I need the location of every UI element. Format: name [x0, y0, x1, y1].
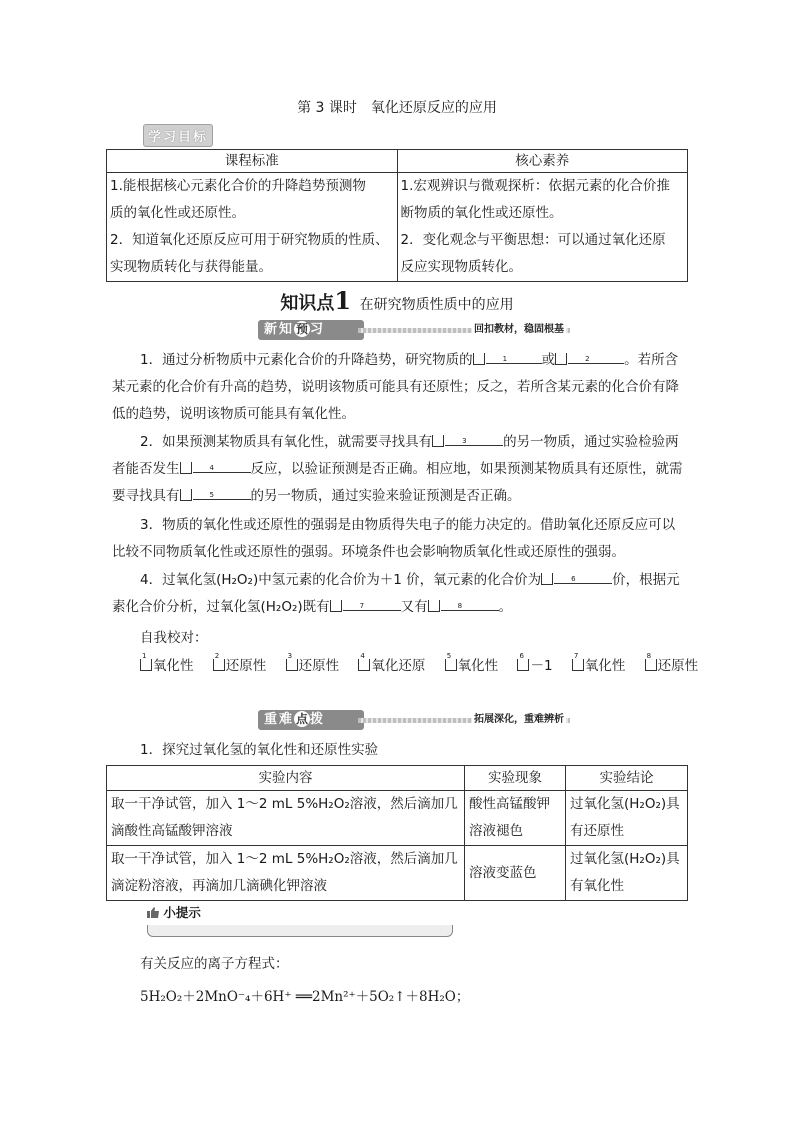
tip-box — [147, 903, 453, 938]
paragraph-2: 2．如果预测某物质具有氧化性，就需要寻找具有 3 的另一物质，通过实验检验两者能否发生 4 反应，以验证预测是否正确。相应地，如果预测某物质具有还原性，就需要寻找具有 5 的另一物质，通过实验来验证预测是否正确。 — [112, 429, 684, 510]
exp-content-cell: 取一干净试管，加入 1～2 mL 5%H₂O₂溶液，然后滴加几 滴淀粉溶液，再滴加几滴碘化钾溶液 — [107, 846, 465, 901]
answer-item: 3 还原性 — [287, 652, 340, 674]
exp-header-content: 实验内容 — [107, 766, 465, 791]
experiment-table — [106, 765, 688, 901]
goals-standard-line: 实现物质转化与获得能量。 — [110, 259, 272, 275]
knowledge-point-label: 知识点1 — [280, 286, 352, 315]
section-bar-label: 新知 预 习 — [258, 320, 364, 340]
section-bar-preview — [258, 320, 570, 342]
paragraph-3: 3．物质的氧化性或还原性的强弱是由物质得失电子的能力决定的。借助氧化还原反应可以比较不同物质氧化性或还原性的强弱。环境条件也会影响物质氧化性或还原性的强弱。 — [112, 517, 676, 560]
answer-box: 7 — [330, 600, 342, 612]
goals-literacy-line: 断物质的氧化性或还原性。 — [400, 205, 563, 221]
answer-box: 6 — [541, 573, 553, 585]
goals-table — [106, 149, 688, 282]
section-bar-tagline: 拓展深化，重难辨析 — [472, 710, 566, 730]
answer-box: 8 — [428, 600, 440, 612]
exp-phenomenon-cell: 溶液变蓝色 — [465, 846, 566, 901]
answer-item: 5 氧化性 — [446, 652, 499, 674]
ionic-equation: 5H₂O₂＋2MnO⁻₄＋6H⁺ ══2Mn²⁺＋5O₂↑＋8H₂O； — [140, 989, 470, 1005]
learning-goals-badge: 学习目标 — [143, 124, 213, 147]
goals-literacy-line: 1.宏观辨识与微观探析：依据元素的化合价推 — [400, 178, 670, 194]
goals-literacy-line: 2．变化观念与平衡思想：可以通过氧化还原 — [400, 232, 666, 248]
answer-item: 6 －1 — [519, 652, 553, 674]
answer-box: 4 — [180, 462, 192, 474]
answer-box: 5 — [180, 489, 192, 501]
goals-literacy-line: 反应实现物质转化。 — [400, 259, 522, 275]
knowledge-point-subtitle: 在研究物质性质中的应用 — [359, 297, 514, 313]
thumbs-up-icon — [147, 907, 159, 918]
section-bar-key-points — [258, 710, 570, 732]
goals-header-standard: 课程标准 — [107, 150, 398, 173]
answer-box: 3 — [432, 435, 444, 447]
knowledge-point-heading — [106, 286, 688, 315]
goals-header-literacy: 核心素养 — [397, 150, 688, 173]
answer-item: 4 氧化还原 — [360, 652, 426, 674]
lesson-title: 第 3 课时 氧化还原反应的应用 — [297, 100, 497, 116]
paragraph-4: 4．过氧化氢(H₂O₂)中氢元素的化合价为＋1 价，氧元素的化合价为 6 价，根据元素化合价分析，过氧化氢(H₂O₂)既有 7 又有 8 。 — [112, 567, 684, 621]
exp-content-cell: 取一干净试管，加入 1～2 mL 5%H₂O₂溶液，然后滴加几 滴酸性高锰酸钾溶液 — [107, 791, 465, 846]
goals-standard-line: 质的氧化性或还原性。 — [110, 205, 245, 221]
tip-label: 小提示 — [147, 905, 201, 920]
goals-standard-line: 1.能根据核心元素化合价的升降趋势预测物 — [110, 178, 366, 194]
section-bar-tagline: 回扣教材，稳固根基 — [472, 320, 566, 340]
answer-item: 8 还原性 — [646, 652, 699, 674]
table-row — [107, 791, 688, 846]
section-bar-label: 重难 点 拨 — [258, 710, 364, 730]
answer-box: 1 — [473, 353, 485, 365]
answer-item: 1 氧化性 — [142, 652, 194, 674]
exp-conclusion-cell: 过氧化氢(H₂O₂)具 有氧化性 — [566, 846, 688, 901]
answer-item: 2 还原性 — [214, 652, 267, 674]
experiment-title: 1．探究过氧化氢的氧化性和还原性实验 — [140, 742, 379, 758]
paragraph-1: 1．通过分析物质中元素化合价的升降趋势，研究物质的 1 或 2 。若所含某元素的化合价有升高的趋势，说明该物质可能具有还原性；反之，若所含某元素的化合价有降低的趋势，说明该物质可能具有氧化性。 — [112, 347, 684, 428]
ionic-equation-label: 有关反应的离子方程式： — [140, 956, 289, 972]
goals-literacy-cell — [397, 173, 688, 282]
answer-item: 7 氧化性 — [573, 652, 626, 674]
self-check-answers — [140, 654, 698, 674]
self-check-title: 自我校对： — [140, 630, 208, 646]
goals-standard-cell — [107, 173, 398, 282]
exp-conclusion-cell: 过氧化氢(H₂O₂)具 有还原性 — [566, 791, 688, 846]
table-row — [107, 846, 688, 901]
exp-header-phenomenon: 实验现象 — [465, 766, 566, 791]
exp-phenomenon-cell: 酸性高锰酸钾 溶液褪色 — [465, 791, 566, 846]
goals-standard-line: 2．知道氧化还原反应可用于研究物质的性质、 — [110, 232, 389, 248]
exp-header-conclusion: 实验结论 — [566, 766, 688, 791]
answer-box: 2 — [555, 353, 567, 365]
